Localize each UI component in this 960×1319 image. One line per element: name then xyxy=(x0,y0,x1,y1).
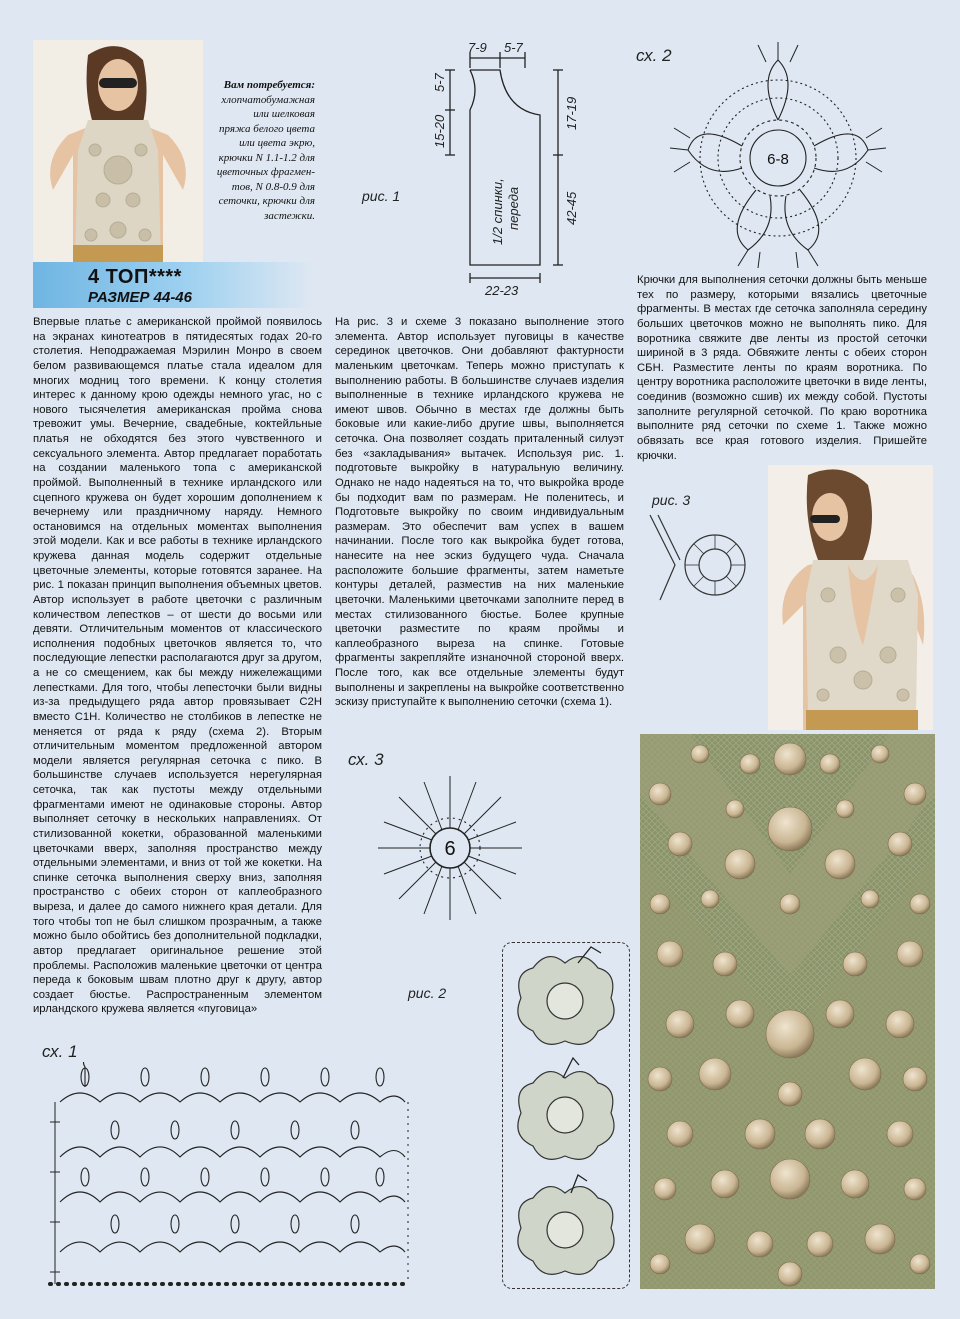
materials-line: застежки. xyxy=(264,209,315,222)
model-front-illustration xyxy=(33,40,203,262)
pattern-label: 1/2 спинки, xyxy=(490,178,505,245)
lace-texture xyxy=(640,734,935,1289)
materials-note xyxy=(195,78,315,223)
pattern-outline xyxy=(470,70,540,265)
paragraph: Крючки для выполнения сеточки должны быть меньше тех по размеру, которыми вязались цветочные фрагменты. В местах где сеточка заполняла середину больших цветочков можно не выполнять пико. Для воротника свяжите две ленты из простой сеточки шириной в 3 ряда. Обвяжите ленты с обеих сторон СБН. Разместите ленты по краям воротника. По центру воротника расположите цветочки в виде ленты, соединив (возможно сшив) их между собой. Пустоты заполните регулярной сеточкой. По краю воротника выполните ряд сеточки по схеме 1. Также можно обвязать все края готового изделия. Пришейте крючки. xyxy=(637,274,927,462)
dim-label: 5-7 xyxy=(504,40,523,55)
mesh-row-4 xyxy=(60,1215,405,1252)
scheme3-label: сх. 3 xyxy=(348,750,384,769)
text-column-2 xyxy=(335,315,624,715)
pattern-label: переда xyxy=(506,186,521,230)
materials-line: хлопчатобумажная xyxy=(221,93,315,106)
flower-steps-illustration xyxy=(503,943,629,1288)
figure-caption-ris1: рис. 1 xyxy=(362,188,401,204)
text-column-1 xyxy=(33,315,322,1045)
dim-label: 22-23 xyxy=(485,283,519,298)
figure-caption-ris3: рис. 3 xyxy=(652,492,691,508)
pattern-drawing xyxy=(420,40,600,300)
dim-label: 42-45 xyxy=(564,191,579,225)
mesh-row-2 xyxy=(60,1121,405,1157)
scheme2-center-label: 6-8 xyxy=(767,151,789,168)
paragraph: Впервые платье с американской проймой появилось на экранах кинотеатров в пятидесятых годах 20-го столетия. Неподражаемая Мэрилин Монро в своем белом развивающемся платье стала идеалом для многих модниц того времени. К концу столетия интерес к данному крою одежды немного угас, но с нового тысячелетия американская пройма снова тревожит умы. Вечерние, свадебные, коктейльные платья не обходятся без этого чувственного и сексуального элемента. Автор предлагает поработать на создании маленького топа с американской проймой. Выполненный в технике ирландского или сцепного кружева он будет хорошим дополнением к вечернему или праздничному наряду. Немного остановимся на отдельных моментах выполнения этой модели. Как и все работы в технике ирландского кружева данная модель содержит отдельные цветочные элементы, которые готовятся заранее. На рис. 1 показан принцип выполнения объемных цветов. Автор использует в работе цветочки с различным количеством лепестков – от шести до восьми или девяти. Отличительным моментов от классического исполнения подобных цветочков является то, что последующие лепестки располагаются друг за другом, а не со смещением, как бы между нижележащими лепестками. Для того, чтобы лепесточки были видны из-за предыдущего ряда автор провязывает С2Н вместо С1Н. Количество не столбиков в лепестке не меняется от ряда к ряду (схема 2). Вторым отличительным моментом предложенной автором модели является регулярная сеточка с пико. В большинстве случаев используется нерегулярная сеточка, так как пустоты между отдельными фрагментами имеют не одинаковые стороны. Автор выполняет сеточку в нескольких направлениях. От стилизованной кокетки, образованной маленькими цветочками вверх, заполняя пространство между отдельными элементами, и вниз от той же кокетки. На спинке сеточка выполнения сверху вниз, заполняя пространство с обеих сторон от каплеобразного выреза, и далее до самого нижнего края детали. Для того чтобы топ не был слишком прозрачным, а также можно было обойтись без дополнительной подкладки, автор предлагает оригинальное решение этой проблемы. Расположив маленькие цветочки от центра переда к боковым швам плотно друг к другу, автор создает бюстье. Распространенным элементом ирландского кружева является «пуговица» xyxy=(33,316,322,1016)
dim-label: 7-9 xyxy=(468,40,487,55)
mesh-row-3 xyxy=(60,1168,405,1202)
dim-label: 5-7 xyxy=(432,73,447,92)
model-front-photo xyxy=(33,40,203,262)
materials-line: или шелковая xyxy=(253,108,315,120)
scheme2-label: сх. 2 xyxy=(636,46,672,65)
scheme1-diagram xyxy=(40,1062,420,1294)
materials-title: Вам потребуется: xyxy=(223,79,315,91)
materials-line: цветочных фрагмен- xyxy=(216,166,315,178)
flower-steps-frame xyxy=(502,942,630,1289)
materials-line: сеточки, крючки для xyxy=(218,195,315,207)
size-label: РАЗМЕР 44-46 xyxy=(88,289,192,306)
figure-caption-ris2: рис. 2 xyxy=(408,985,447,1001)
materials-line: тов, N 0.8-0.9 для xyxy=(231,180,315,193)
scheme3-diagram xyxy=(370,768,530,928)
lace-closeup-photo xyxy=(640,734,935,1289)
model-back-photo xyxy=(768,465,933,730)
button-element-diagram xyxy=(640,510,760,610)
paragraph: На рис. 3 и схеме 3 показано выполнение этого элемента. Автор использует пуговицы в качестве серединок цветочков. Они добавляют фактурности маленьким цветочкам. Теперь можно приступать к выполнению работы. В большинстве случаев изделия выполненные в технике ирландского кружева не имеют швов. Обычно в местах где должны быть боковые или какие-либо другие швы, выполняется сеточка. Она позволяет создать приталенный силуэт без «закладывания» вытачек. Используя рис. 1. подготовьте выкройку в натуральную величину. Однако не надо надеяться на то, что выкройка вроде бы подходит вам по размерам. Не поленитесь, и Подготовьте выкройку по своим индивидуальным размерам. Это обеспечит вам успех в вашем начинании. После того как выкройка будет готова, нанесите на нее эскиз будущего чуда. Сначала расположите большие фрагменты, затем наметьте контуры деталей, разместив на них маленькие цветочки. Маленькими цветочками заполните перед в местах стилизованного бюстье. Более крупные цветочки разместите по краям проймы и каплеобразного выреза на спинке. Готовые фрагменты закрепляйте изнаночной стороной вверх. После того, как все отдельные элементы будут выполнены и закреплены на выкройке соответственно эскизу приступайте к выполнению сеточки (схема 1). xyxy=(335,316,624,709)
mesh-row-1 xyxy=(60,1062,405,1102)
dim-label: 15-20 xyxy=(432,114,447,148)
text-column-3 xyxy=(637,273,927,468)
article-title: 4 ТОП**** xyxy=(88,266,182,288)
dim-label: 17-19 xyxy=(564,96,579,130)
scheme1-label: сх. 1 xyxy=(42,1042,78,1061)
materials-line: или цвета экрю, xyxy=(239,137,315,149)
scheme2-diagram xyxy=(668,40,888,270)
materials-line: пряжа белого цвета xyxy=(218,122,315,135)
scheme3-center-label: 6 xyxy=(444,838,456,860)
model-back-illustration xyxy=(768,465,933,730)
materials-line: крючки N 1.1-1.2 для xyxy=(218,151,315,164)
